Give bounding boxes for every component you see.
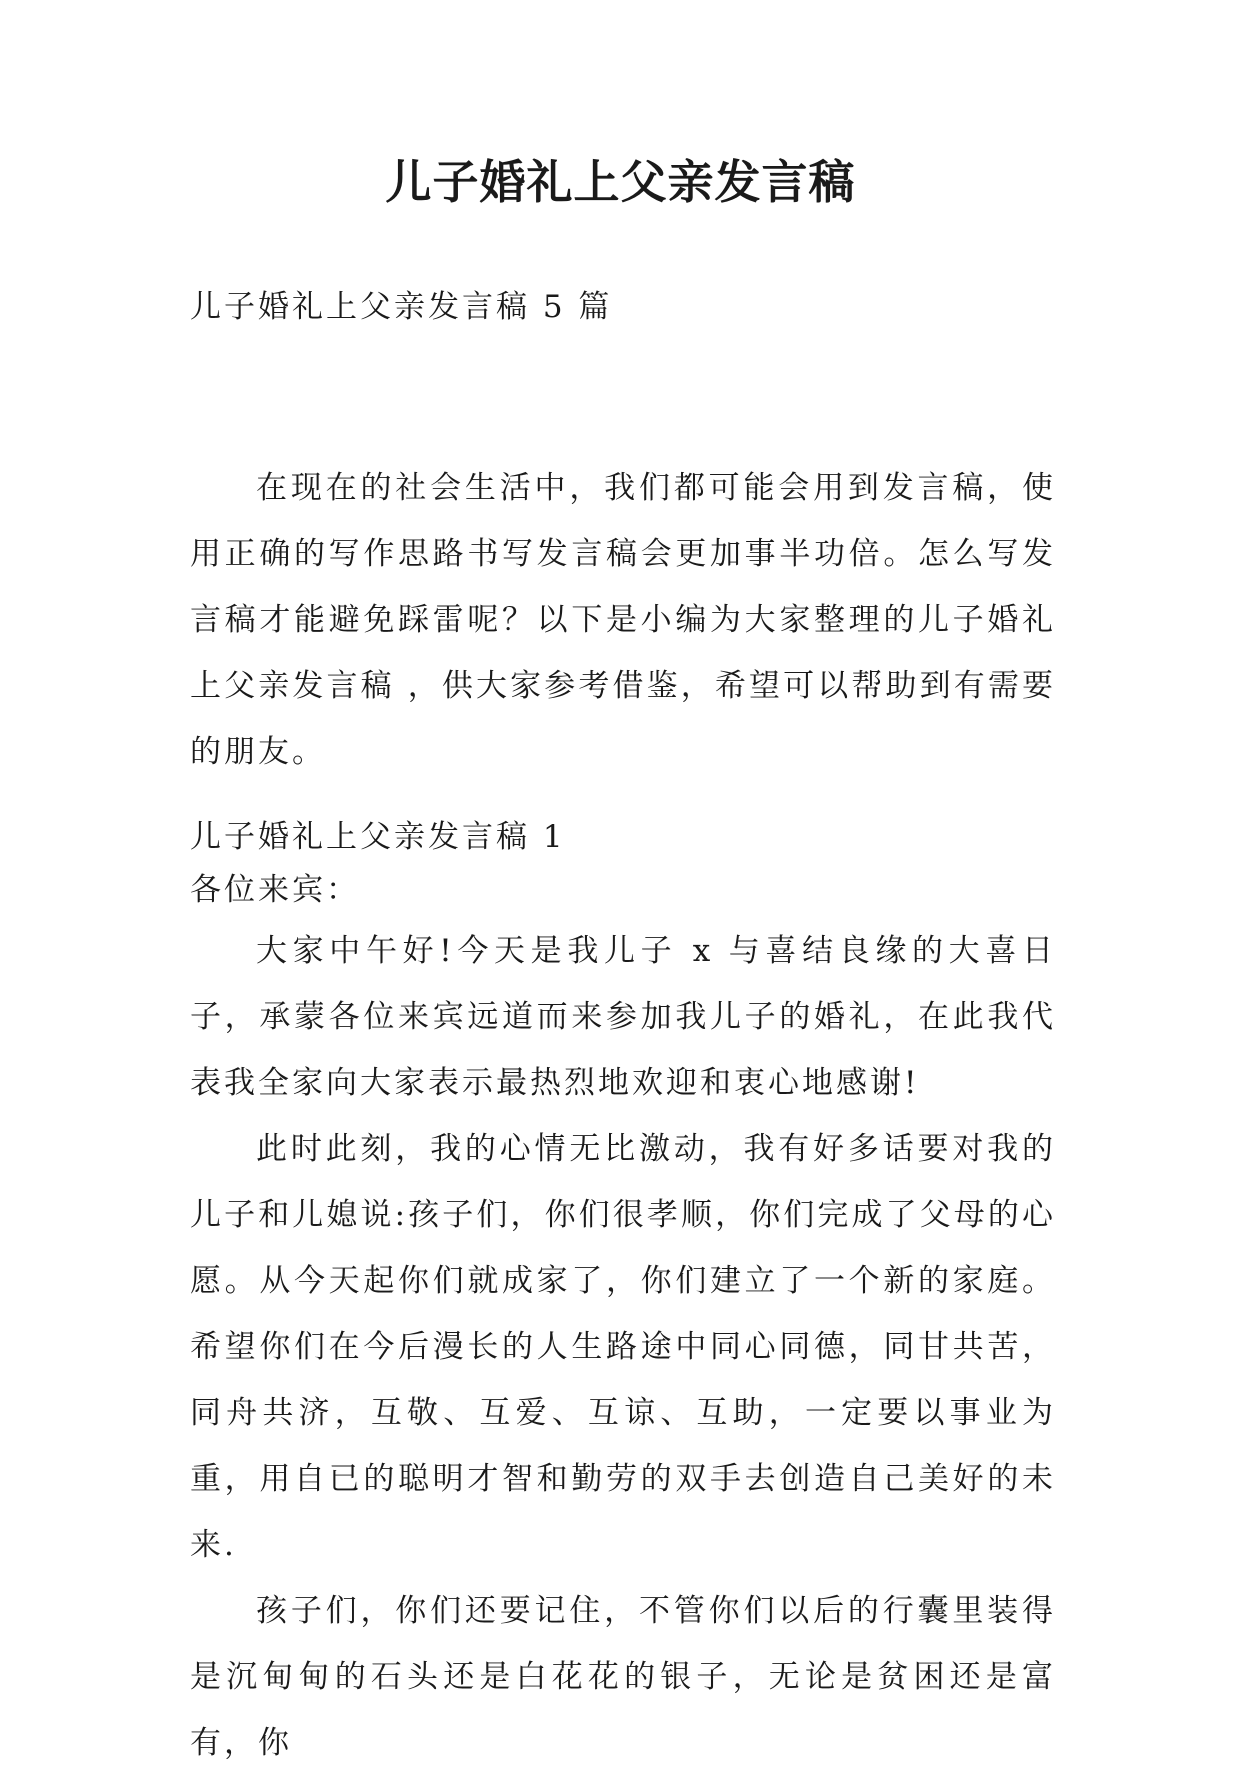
document-title: 儿子婚礼上父亲发言稿 <box>385 155 856 209</box>
speech-paragraph: 大家中午好!今天是我儿子 x 与喜结良缘的大喜日子，承蒙各位来宾远道而来参加我儿子的婚礼，在此我代表我全家向大家表示最热烈地欢迎和衷心地感谢! <box>190 933 1056 1101</box>
section-heading: 儿子婚礼上父亲发言稿 1 <box>190 819 566 855</box>
speech-paragraph: 孩子们，你们还要记住，不管你们以后的行囊里装得是沉甸甸的石头还是白花花的银子，无论是贫困还是富有，你 <box>190 1593 1056 1761</box>
speech-body <box>190 918 1056 1776</box>
speech-paragraph: 此时此刻，我的心情无比激动，我有好多话要对我的儿子和儿媳说:孩子们，你们很孝顺，你们完成了父母的心愿。从今天起你们就成家了，你们建立了一个新的家庭。希望你们在今后漫长的人生路途中同心同德，同甘共苦，同舟共济，互敬、互爱、互谅、互助，一定要以事业为重，用自已的聪明才智和勤劳的双手去创造自己美好的未来. <box>190 1131 1056 1563</box>
salutation: 各位来宾： <box>190 872 360 908</box>
intro-paragraph: 在现在的社会生活中，我们都可能会用到发言稿，使用正确的写作思路书写发言稿会更加事半功倍。怎么写发言稿才能避免踩雷呢？以下是小编为大家整理的儿子婚礼上父亲发言稿 ，供大家参考借鉴，希望可以帮助到有需要的朋友。 <box>190 470 1056 770</box>
document-subtitle: 儿子婚礼上父亲发言稿 5 篇 <box>190 289 613 325</box>
